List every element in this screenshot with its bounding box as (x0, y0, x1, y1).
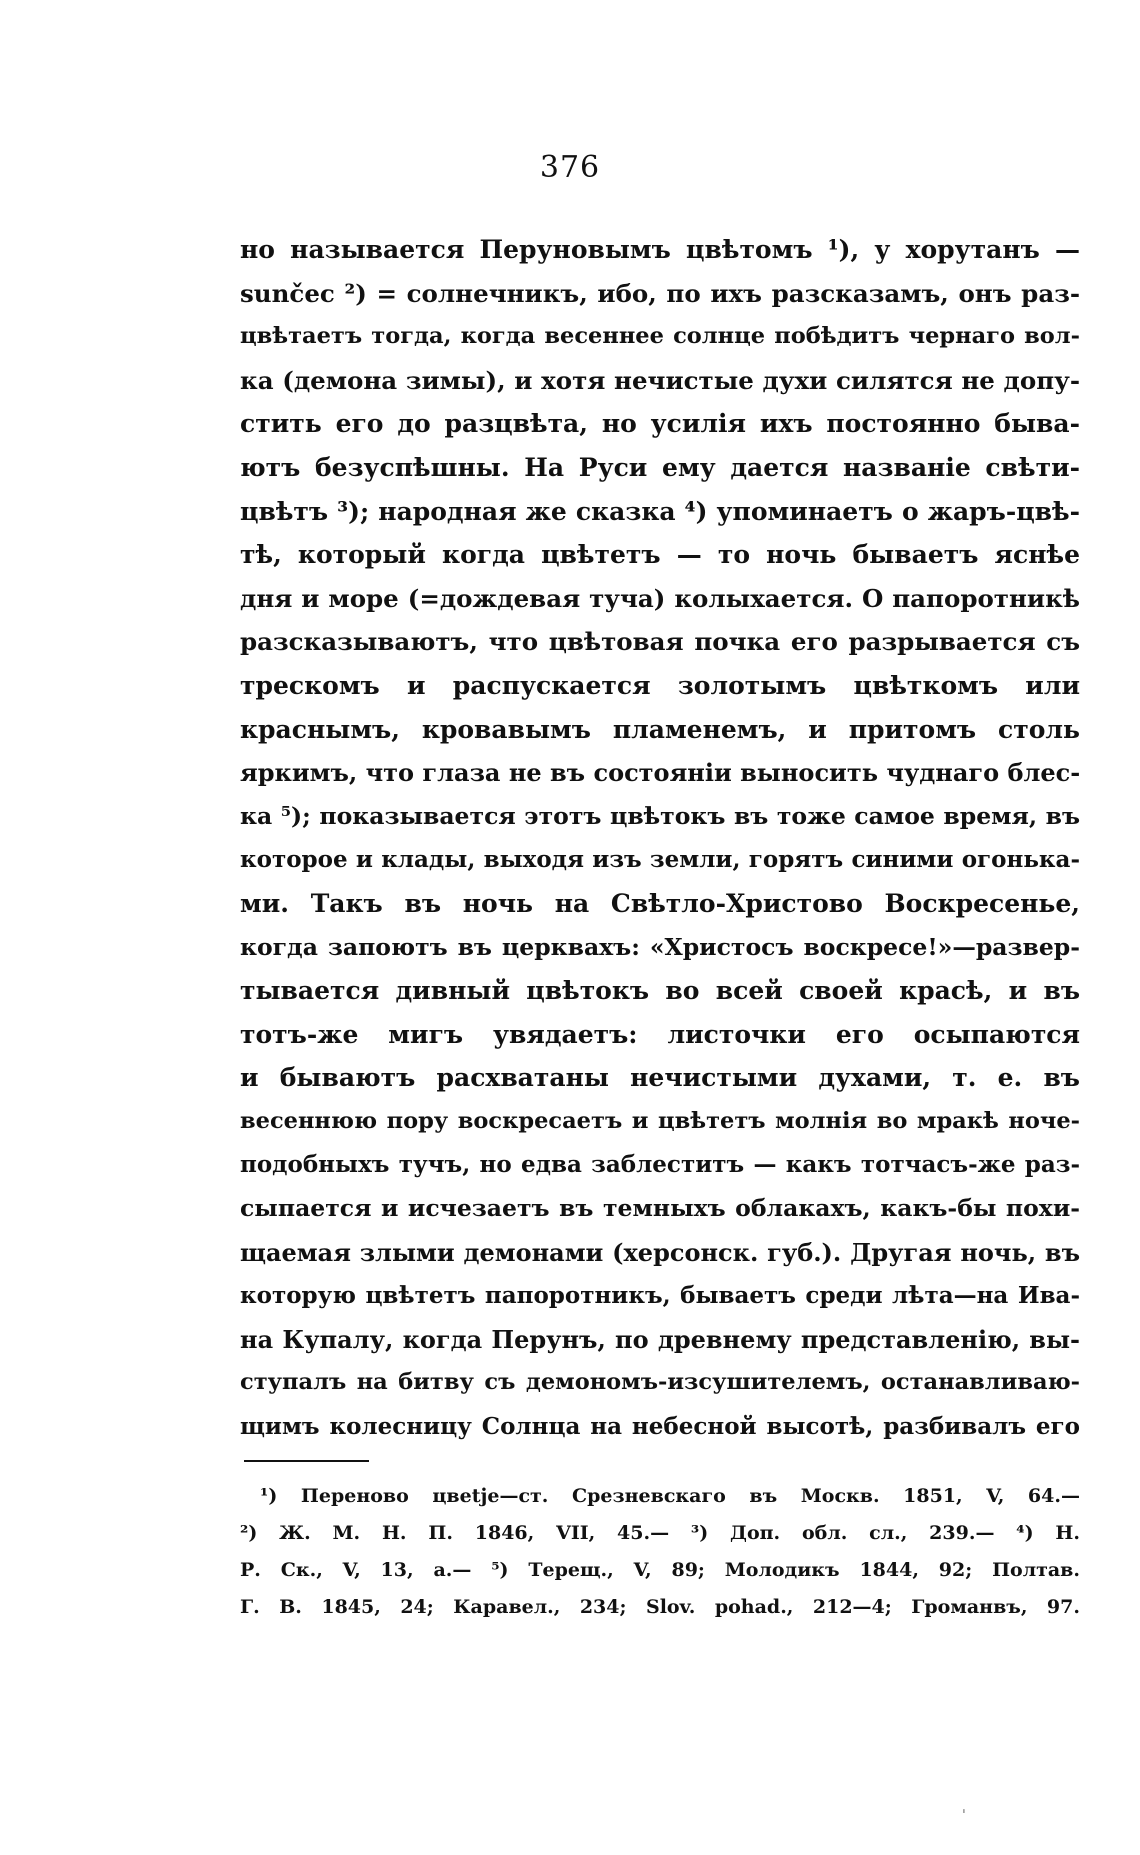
stray-mark-icon: ˈ (962, 1808, 966, 1824)
text-line: которую цвѣтетъ папоротникъ, бываетъ среди лѣта—на Ива- (240, 1282, 1080, 1310)
text-line: стить его до разцвѣта, но усилія ихъ постоянно быва- (240, 409, 1080, 439)
footnote-line: ¹) Переново цвеtje—ст. Срезневскаго въ Москв. 1851, V, 64.— (260, 1485, 1080, 1507)
footnote-line: Г. В. 1845, 24; Каравел., 234; Slov. pohad., 212—4; Громанвъ, 97. (240, 1596, 1080, 1618)
text-line: щимъ колесницу Солнца на небесной высотѣ, разбивалъ его (240, 1413, 1080, 1441)
text-line: трескомъ и распускается золотымъ цвѣткомъ или (240, 670, 1080, 700)
text-line: цвѣтъ ³); народная же сказка ⁴) упоминаетъ о жаръ-цвѣ- (240, 496, 1080, 526)
text-line: яркимъ, что глаза не въ состояніи выносить чуднаго блес- (240, 758, 1081, 788)
text-line: весеннюю пору воскресаетъ и цвѣтетъ молнія во мракѣ ноче- (240, 1107, 1080, 1134)
text-line: дня и море (=дождевая туча) колыхается. О папоротникѣ (240, 583, 1080, 613)
text-line: ступалъ на битву съ демономъ-изсушителемъ, останавливаю- (240, 1369, 1080, 1396)
text-line: сыпается и исчезаетъ въ темныхъ облакахъ, какъ-бы похи- (240, 1194, 1080, 1223)
text-line: цвѣтаетъ тогда, когда весеннее солнце побѣдитъ чернаго вол- (240, 323, 1080, 350)
page-number: 376 (539, 150, 601, 185)
text-line: подобныхъ тучъ, но едва заблеститъ — какъ тотчасъ-же раз- (240, 1151, 1080, 1179)
text-line: разсказываютъ, что цвѣтовая почка его разрывается съ (240, 627, 1080, 657)
text-line: ка ⁵); показывается этотъ цвѣтокъ въ тоже самое время, въ (240, 801, 1080, 830)
body-text (240, 228, 1080, 1449)
text-line: ми. Такъ въ ночь на Свѣтло-Христово Воскресенье, (240, 888, 1080, 918)
footnotes (240, 1478, 1080, 1626)
text-line: и бываютъ расхватаны нечистыми духами, т. е. въ (240, 1063, 1080, 1093)
text-line: щаемая злыми демонами (херсонск. губ.). Другая ночь, въ (240, 1237, 1080, 1267)
text-line: тывается дивный цвѣтокъ во всей своей красѣ, и въ (240, 976, 1080, 1006)
text-line: краснымъ, кровавымъ пламенемъ, и притомъ столь (240, 714, 1080, 744)
text-line: но называется Перуновымъ цвѣтомъ ¹), у хорутанъ — (240, 235, 1080, 264)
text-line: ютъ безуспѣшны. На Руси ему дается названіе свѣти- (240, 452, 1080, 482)
text-line: тотъ-же мигъ увядаетъ: листочки его осыпаются (240, 1019, 1080, 1049)
text-line: sunčec ²) = солнечникъ, ибо, по ихъ разсказамъ, онъ раз- (240, 278, 1080, 308)
text-line: на Купалу, когда Перунъ, по древнему представленію, вы- (240, 1324, 1080, 1354)
footnote-divider (244, 1460, 369, 1462)
text-line: когда запоютъ въ церквахъ: «Христосъ воскресе!»—развер- (240, 932, 1080, 961)
footnote-line: ²) Ж. М. Н. П. 1846, VII, 45.— ³) Доп. обл. сл., 239.— ⁴) Н. (240, 1522, 1080, 1544)
footnote-line: Р. Ск., V, 13, а.— ⁵) Терещ., V, 89; Молодикъ 1844, 92; Полтав. (240, 1559, 1080, 1581)
text-line: ка (демона зимы), и хотя нечистые духи силятся не допу- (240, 365, 1080, 395)
text-line: тѣ, который когда цвѣтетъ — то ночь бываетъ яснѣе (240, 540, 1080, 570)
text-line: которое и клады, выходя изъ земли, горятъ синими огонька- (240, 846, 1080, 874)
